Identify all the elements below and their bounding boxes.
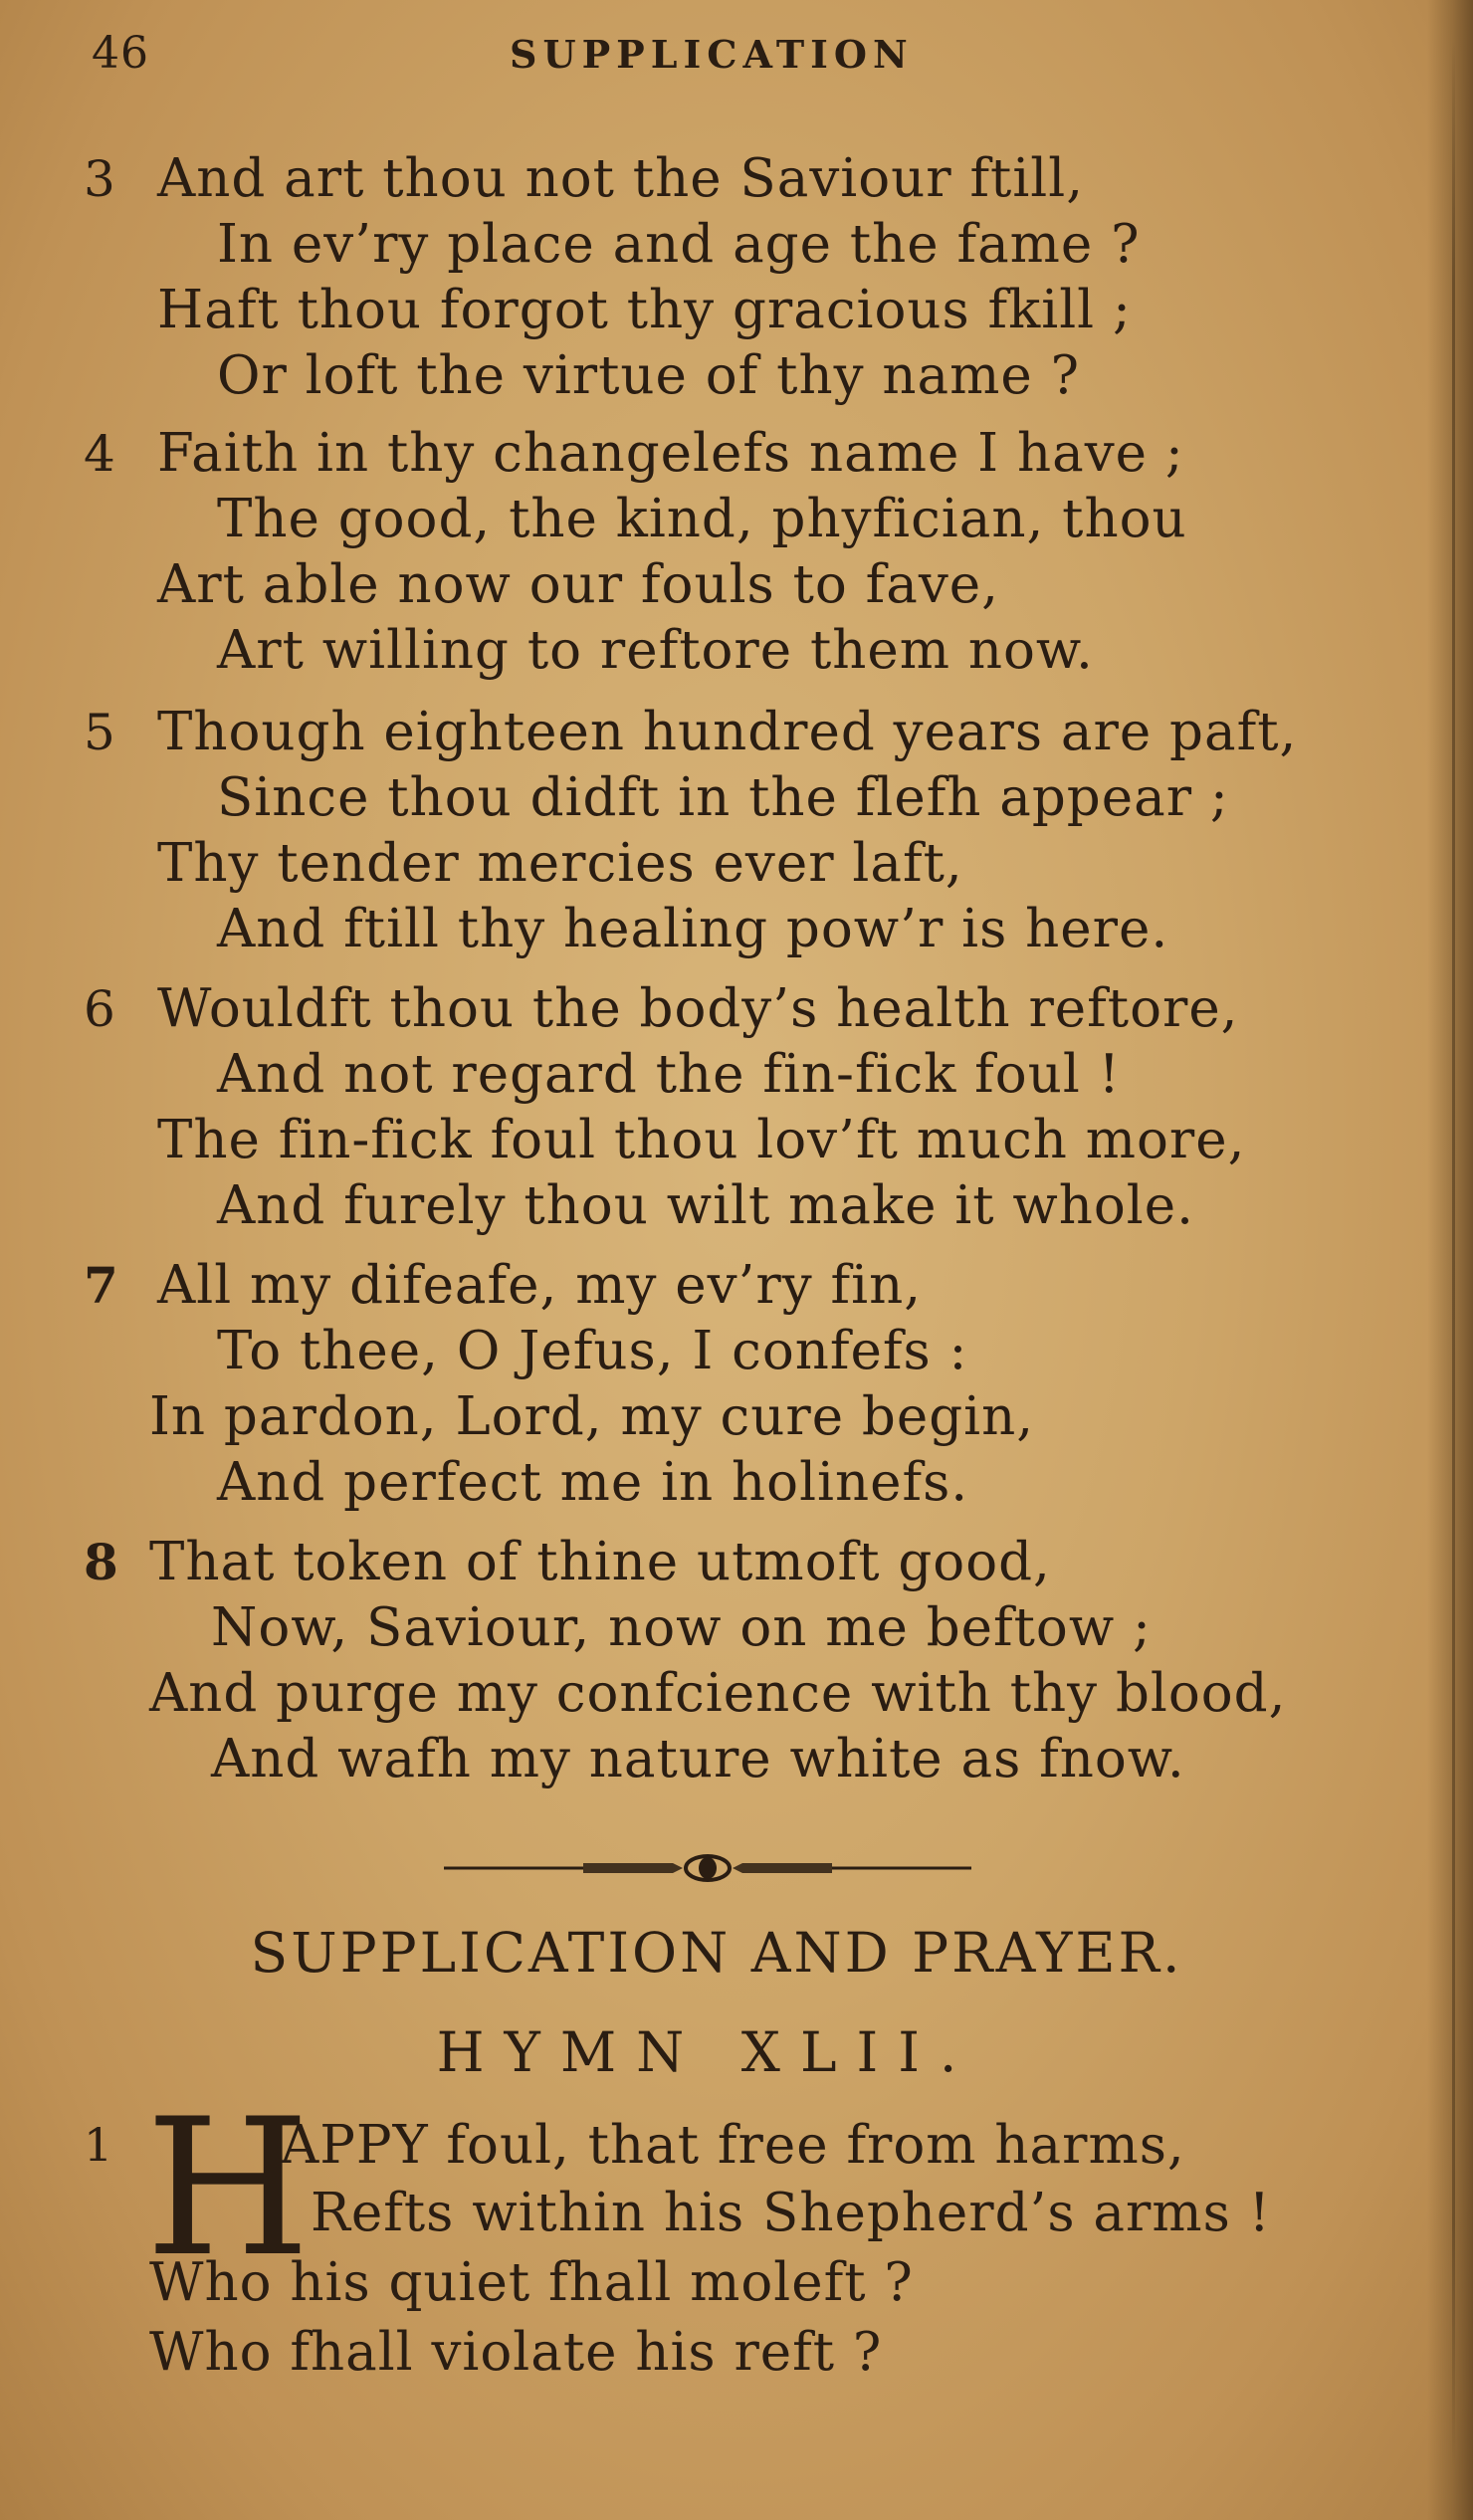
verse-line: The fin-fick foul thou lov’ft much more,: [157, 1110, 1246, 1170]
verse-line: And furely thou wilt make it whole.: [217, 1175, 1194, 1236]
ornament-divider: [444, 1853, 971, 1883]
hymn-title: HYMN XLII.: [436, 2020, 977, 2084]
verse-line: To thee, O Jefus, I confefs :: [217, 1321, 968, 1381]
verse-line: APPY foul, that free from harms,: [281, 2115, 1185, 2176]
verse-line: In ev’ry place and age the fame ?: [217, 214, 1141, 275]
page-header: [92, 28, 1306, 88]
verse-line: In pardon, Lord, my cure begin,: [149, 1386, 1035, 1447]
divider-flourish-right: [733, 1863, 832, 1873]
verse-line: Faith in thy changelefs name I have ;: [157, 423, 1184, 484]
verse-line: Who fhall violate his reft ?: [149, 2322, 883, 2383]
section-title: SUPPLICATION AND PRAYER.: [250, 1921, 1183, 1985]
verse-line: The good, the kind, phyfician, thou: [217, 489, 1187, 549]
verse-line: Thy tender mercies ever laft,: [157, 833, 963, 894]
verse-line: Art able now our fouls to fave,: [157, 554, 1000, 615]
verse-line: And art thou not the Saviour ftill,: [157, 148, 1085, 209]
verse-line: Since thou didft in the flefh appear ;: [217, 767, 1229, 828]
stanza-number: 5: [84, 704, 115, 761]
stanza-number: 1: [84, 2118, 113, 2172]
verse-line: Or loft the virtue of thy name ?: [217, 345, 1080, 406]
verse-line: And perfect me in holinefs.: [217, 1452, 969, 1513]
divider-center-knot-inner: [699, 1857, 717, 1879]
verse-line: Who his quiet fhall moleft ?: [149, 2252, 914, 2313]
verse-line: All my difeafe, my ev’ry fin,: [157, 1255, 923, 1316]
verse-line: Now, Saviour, now on me beftow ;: [211, 1597, 1152, 1658]
verse-line: And wafh my nature white as fnow.: [211, 1729, 1185, 1789]
divider-flourish-left: [583, 1863, 683, 1873]
verse-line: Haft thou forgot thy gracious fkill ;: [157, 280, 1132, 340]
page-number: 46: [92, 28, 149, 79]
verse-line: Refts within his Shepherd’s arms !: [311, 2183, 1271, 2243]
verse-line: And not regard the fin-fick foul !: [217, 1044, 1121, 1105]
page-edge-shadow: [1427, 0, 1473, 2520]
verse-line: Though eighteen hundred years are paft,: [157, 702, 1298, 762]
verse-line: And ftill thy healing pow’r is here.: [217, 899, 1169, 959]
stanza-number: 3: [84, 150, 115, 208]
verse-line: And purge my confcience with thy blood,: [149, 1663, 1287, 1724]
stanza-number: 6: [84, 980, 115, 1038]
stanza-number: 8: [84, 1533, 118, 1591]
running-head: SUPPLICATION: [510, 32, 914, 77]
stanza-number: 7: [84, 1256, 118, 1315]
verse-line: Wouldft thou the body’s health reftore,: [157, 978, 1239, 1039]
verse-line: Art willing to reftore them now.: [217, 620, 1094, 681]
drop-cap: H: [145, 2078, 311, 2298]
stanza-number: 4: [84, 425, 115, 483]
verse-line: That token of thine utmoft good,: [149, 1532, 1051, 1592]
page-edge-line: [1452, 40, 1455, 2468]
